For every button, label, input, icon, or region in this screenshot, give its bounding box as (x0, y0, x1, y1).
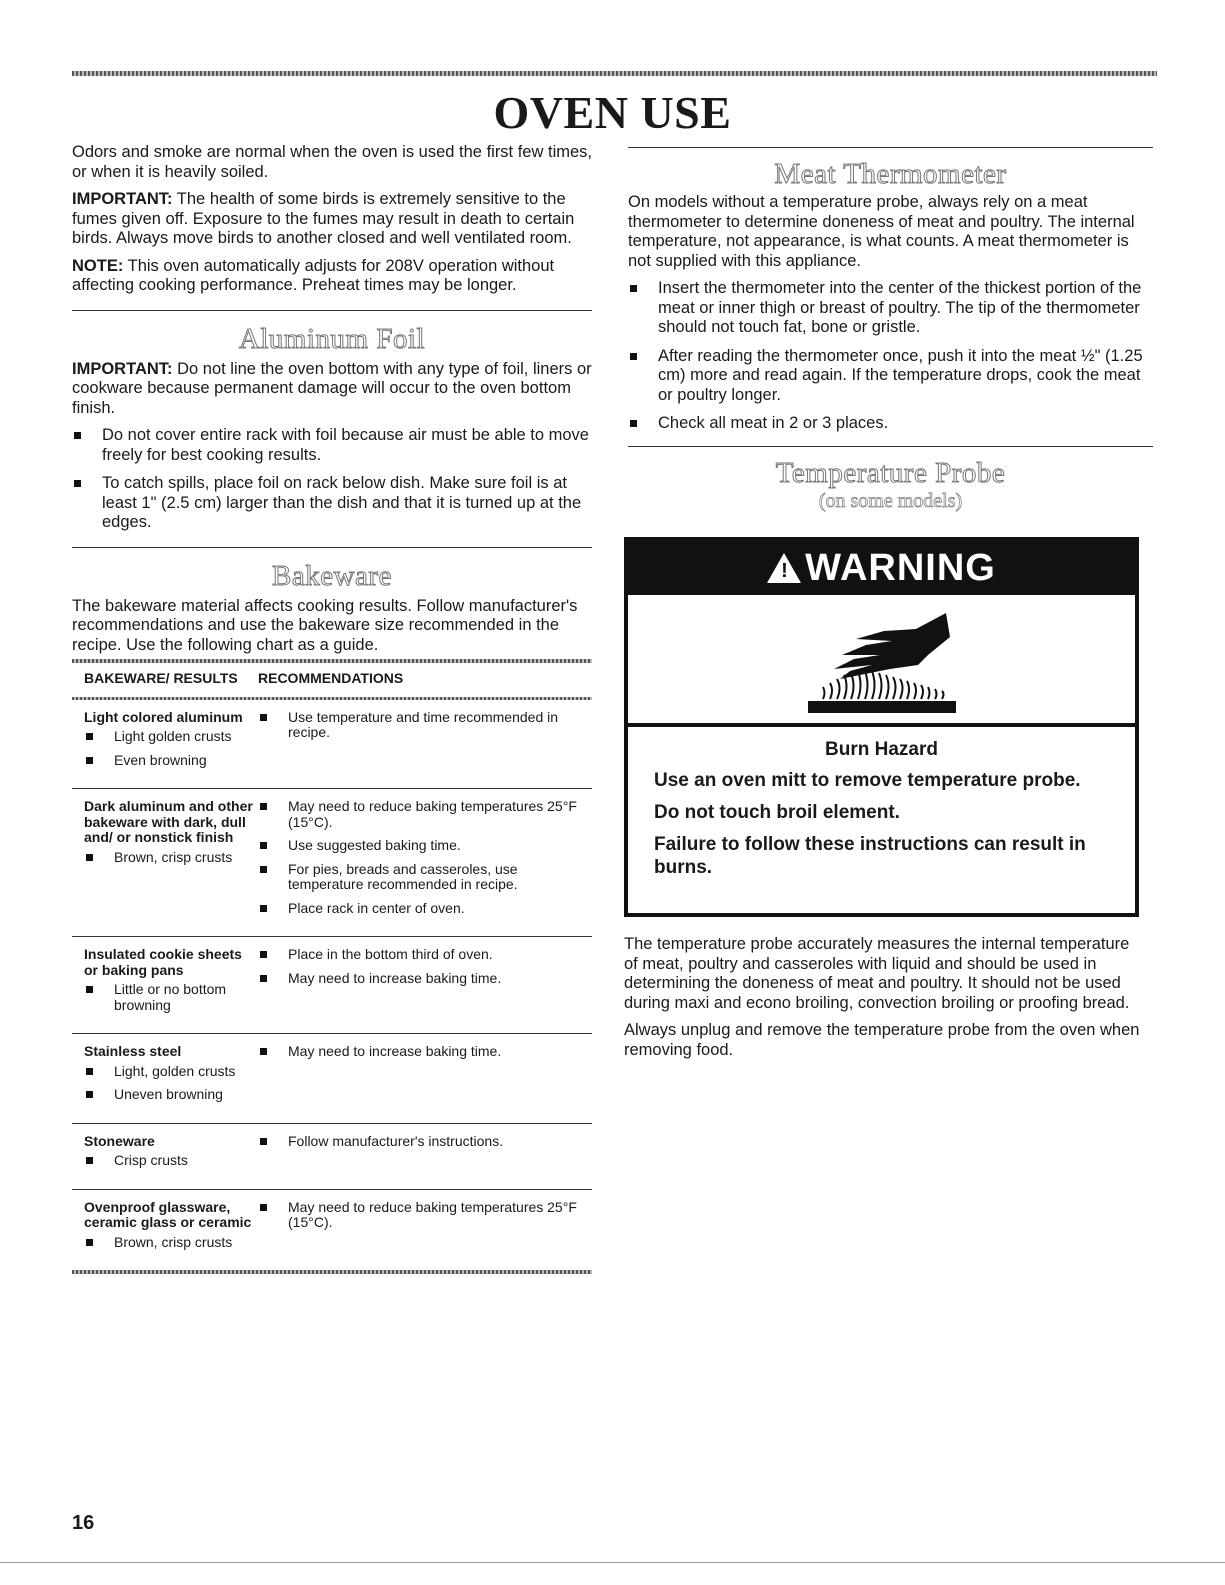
section-divider (72, 547, 592, 548)
warning-line: Failure to follow these instructions can result in burns. (654, 834, 1086, 878)
foil-important-paragraph (72, 360, 592, 419)
recommendation-item: For pies, breads and casseroles, use temperature recommended in recipe. (258, 862, 588, 893)
list-item: After reading the thermometer once, push it into the meat ½" (1.25 cm) more and read again. If the temperature drops, cook the meat or poultry longer. (628, 347, 1153, 406)
hazard-title: Burn Hazard (825, 739, 938, 760)
intro-paragraph: Odors and smoke are normal when the oven is used the first few times, or when it is heavily soiled. (72, 143, 592, 181)
result-item: Crisp crusts (84, 1153, 258, 1169)
recommendation-item: Use temperature and time recommended in recipe. (258, 710, 588, 741)
important-text: The health of some birds is extremely sensitive to the fumes given off. Exposure to the fumes may result in death to certain birds. Always move birds to another closed and well ventilated room. (72, 190, 575, 247)
recommendation-item: Place in the bottom third of oven. (258, 947, 588, 963)
probe-paragraph: The temperature probe accurately measures the internal temperature of meat, poultry and casseroles with liquid and should be used in determining the doneness of meat and poultry. It should not be used during maxi and econo broiling, convection broiling or proofing bread. (624, 935, 1130, 1012)
note-label: NOTE: (72, 256, 124, 275)
result-item: Brown, crisp crusts (84, 850, 258, 866)
column-header-recommendations: RECOMMENDATIONS (258, 670, 404, 686)
top-divider (72, 71, 1157, 76)
result-item: Even browning (84, 753, 258, 769)
left-column (72, 143, 592, 1274)
bottom-edge (0, 1562, 1225, 1563)
recommendation-item: May need to increase baking time. (258, 1044, 588, 1060)
recommendation-item: Use suggested baking time. (258, 838, 588, 854)
foil-important-label: IMPORTANT: (72, 359, 173, 378)
warning-triangle-icon: ! (767, 553, 801, 583)
table-header (72, 663, 592, 697)
result-item: Little or no bottom browning (84, 982, 258, 1013)
table-row (72, 789, 592, 937)
section-divider (628, 446, 1153, 447)
table-row (72, 700, 592, 790)
list-item: To catch spills, place foil on rack below dish. Make sure foil is at least 1" (2.5 cm) larger than the dish and that it is turned up at the edges. (72, 474, 592, 533)
warning-box (624, 537, 1139, 917)
probe-text (624, 935, 1142, 1068)
bakeware-name: Stainless steel (84, 1043, 182, 1059)
probe-heading: Temperature Probe (775, 456, 1006, 489)
page-title: OVEN USE (493, 87, 732, 138)
bakeware-name: Ovenproof glassware, ceramic glass or ceramic (84, 1198, 252, 1230)
bakeware-name: Light colored aluminum (84, 708, 243, 725)
bakeware-name: Insulated cookie sheets or baking pans (84, 946, 242, 978)
recommendation-item: Place rack in center of oven. (258, 901, 588, 917)
warning-pictogram (628, 595, 1135, 727)
note-text: This oven automatically adjusts for 208V operation without affecting cooking performance. Preheat times may be longer. (72, 256, 555, 294)
bakeware-table (72, 659, 592, 1274)
section-divider (628, 147, 1153, 148)
list-item: Do not cover entire rack with foil because air must be able to move freely for best cooking results. (72, 426, 592, 465)
bakeware-heading: Bakeware (272, 559, 392, 592)
result-item: Brown, crisp crusts (84, 1235, 258, 1251)
right-column (628, 143, 1153, 513)
column-header-bakeware: BAKEWARE/ RESULTS (84, 670, 238, 686)
warning-line: Do not touch broil element. (654, 802, 900, 823)
table-row (72, 1190, 592, 1271)
table-bottom-border (72, 1270, 592, 1274)
foil-important-text: Do not line the oven bottom with any type of foil, liners or cookware because permanent damage will occur to the oven bottom finish. (72, 359, 592, 417)
thermometer-intro: On models without a temperature probe, always rely on a meat thermometer to determine doneness of meat and poultry. The internal temperature, not appearance, is what counts. A meat thermometer is not supplied with this appliance. (628, 193, 1135, 270)
hand-over-heat-icon (628, 595, 1135, 719)
warning-label: WARNING (805, 546, 996, 589)
page-number: 16 (72, 1512, 95, 1534)
bakeware-name: Dark aluminum and other bakeware with dark, dull and/ or nonstick finish (84, 798, 253, 845)
table-row (72, 1124, 592, 1190)
important-paragraph (72, 190, 592, 249)
section-divider (72, 310, 592, 311)
important-label: IMPORTANT: (72, 190, 173, 208)
probe-paragraph: Always unplug and remove the temperature probe from the oven when removing food. (624, 1021, 1140, 1059)
foil-bullet-list (72, 426, 592, 533)
warning-header (628, 541, 1135, 595)
recommendation-item: May need to reduce baking temperatures 25°F (15°C). (258, 1200, 588, 1231)
thermometer-bullet-list (628, 279, 1153, 434)
foil-heading: Aluminum Foil (238, 322, 426, 355)
warning-text (628, 727, 1135, 879)
warning-line: Use an oven mitt to remove temperature probe. (654, 770, 1081, 791)
note-paragraph (72, 257, 592, 296)
result-item: Uneven browning (84, 1087, 258, 1103)
list-item: Check all meat in 2 or 3 places. (628, 414, 1153, 434)
recommendation-item: May need to reduce baking temperatures 25°F (15°C). (258, 799, 588, 830)
probe-subheading: (on some models) (818, 489, 963, 512)
list-item: Insert the thermometer into the center of the thickest portion of the meat or inner thigh or breast of poultry. The tip of the thermometer should not touch fat, bone or gristle. (628, 279, 1153, 338)
result-item: Light, golden crusts (84, 1064, 258, 1080)
table-row (72, 937, 592, 1034)
thermometer-heading: Meat Thermometer (774, 158, 1007, 190)
recommendation-item: May need to increase baking time. (258, 971, 588, 987)
table-row (72, 1034, 592, 1124)
result-item: Light golden crusts (84, 729, 258, 745)
bakeware-intro: The bakeware material affects cooking results. Follow manufacturer's recommendations and use the bakeware size recommended in the recipe. Use the following chart as a guide. (72, 596, 578, 654)
recommendation-item: Follow manufacturer's instructions. (258, 1134, 588, 1150)
bakeware-name: Stoneware (84, 1132, 155, 1149)
